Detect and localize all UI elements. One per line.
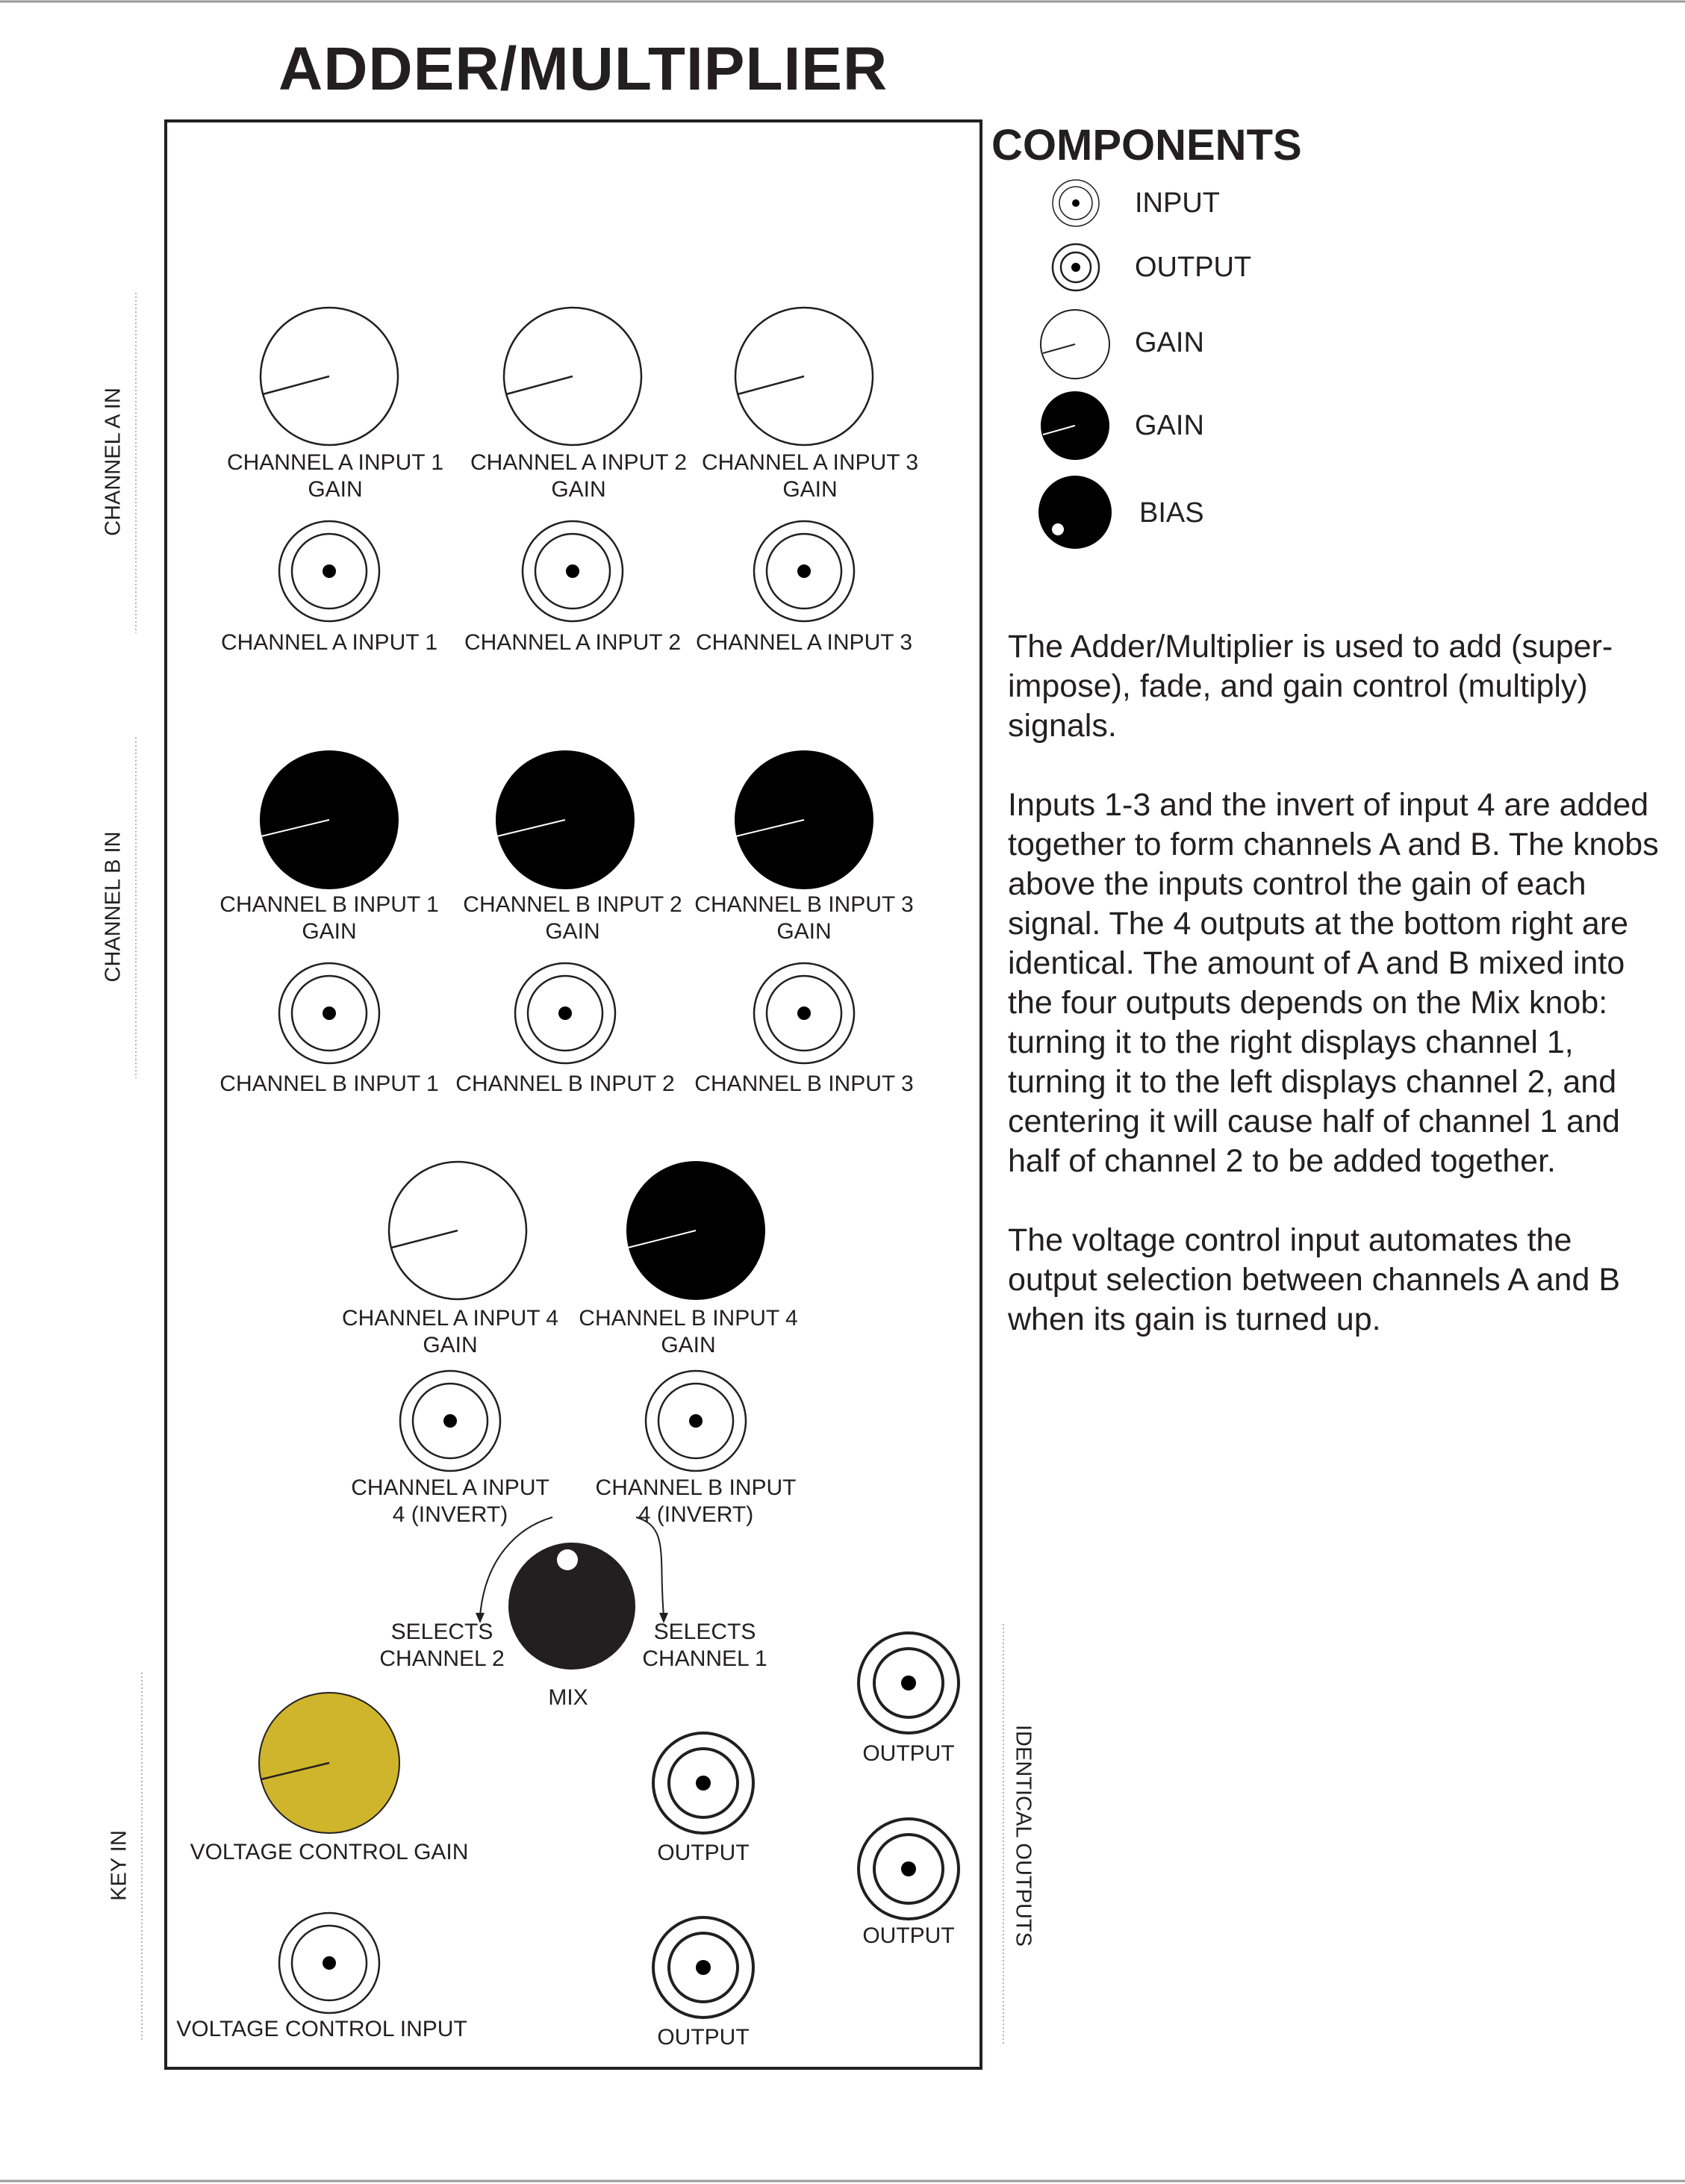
output-jack-icon [1053, 244, 1099, 290]
channel-a-input-2-gain-label: CHANNEL A INPUT 2 GAIN [470, 450, 688, 502]
legend-output-label: OUTPUT [1135, 252, 1252, 283]
key-in-label: KEY IN [107, 1830, 131, 1901]
channel-a-input-3-gain-knob[interactable] [735, 308, 873, 445]
output-jack-3[interactable] [859, 1819, 959, 1919]
channel-b-input-4-invert-jack[interactable] [646, 1371, 746, 1471]
channel-b-input-3-gain-knob[interactable] [735, 750, 873, 889]
output-1-label: OUTPUT [862, 1741, 955, 1766]
channel-b-input-3-jack[interactable] [754, 963, 854, 1063]
channel-b-input-4-gain-knob[interactable] [626, 1161, 765, 1300]
mix-knob[interactable] [508, 1543, 635, 1670]
channel-b-input-2-jack[interactable] [515, 963, 615, 1063]
legend-bias-label: BIAS [1139, 497, 1204, 529]
channel-a-input-4-invert-label: CHANNEL A INPUT 4 (INVERT) [351, 1475, 549, 1527]
channel-a-input-1-jack[interactable] [279, 521, 379, 621]
description-paragraph: Inputs 1-3 and the invert of input 4 are added together to form channels A and B. The knobs above the inputs control the gain of each signal. The 4 outputs at the bottom right are identical. The amount of A and B mixed into the four outputs depends on the Mix knob: turning it to the right displays channel 1, turning it to the left displays channel 2, and centering it will cause half of channel 1 and half of channel 2 to be added together. [1008, 787, 1659, 1179]
channel-a-input-2-gain-knob[interactable] [504, 308, 641, 445]
legend-input-label: INPUT [1135, 187, 1220, 219]
channel-a-input-3-jack[interactable] [754, 521, 854, 621]
channel-a-input-3-gain-label: CHANNEL A INPUT 3 GAIN [701, 450, 919, 502]
channel-a-input-1-gain-label: CHANNEL A INPUT 1 GAIN [226, 450, 444, 502]
channel-b-input-3-label: CHANNEL B INPUT 3 [694, 1071, 914, 1096]
components-heading: COMPONENTS [991, 121, 1302, 169]
channel-a-input-1-gain-knob[interactable] [261, 308, 398, 445]
output-4-label: OUTPUT [657, 2025, 750, 2050]
output-jack-1[interactable] [859, 1633, 959, 1733]
description-paragraph: The voltage control input automates the output selection between channels A and B when its gain is turned up. [1008, 1222, 1621, 1337]
channel-b-input-2-gain-label: CHANNEL B INPUT 2 GAIN [463, 892, 682, 944]
voltage-control-gain-knob[interactable] [259, 1693, 399, 1833]
output-2-label: OUTPUT [657, 1841, 750, 1865]
output-jack-4[interactable] [653, 1917, 753, 2017]
bias-knob-icon [1038, 476, 1112, 549]
legend-black-gain-label: GAIN [1135, 410, 1204, 441]
channel-b-input-4-gain-label: CHANNEL B INPUT 4 GAIN [579, 1306, 798, 1357]
legend-white-gain-label: GAIN [1135, 327, 1204, 358]
channel-b-input-2-gain-knob[interactable] [496, 750, 635, 889]
voltage-control-input-label: VOLTAGE CONTROL INPUT [176, 2017, 467, 2041]
channel-a-input-4-gain-knob[interactable] [389, 1162, 526, 1299]
page-title: ADDER/MULTIPLIER [278, 35, 888, 103]
channel-b-in-label: CHANNEL B IN [101, 831, 125, 983]
mix-right-label: SELECTS CHANNEL 1 [642, 1620, 767, 1671]
channel-a-input-2-jack[interactable] [523, 521, 623, 621]
voltage-control-gain-label: VOLTAGE CONTROL GAIN [190, 1840, 469, 1864]
channel-a-input-3-label: CHANNEL A INPUT 3 [695, 630, 913, 655]
description-paragraph: The Adder/Multiplier is used to add (super-impose), fade, and gain control (multiply) signals. [1008, 629, 1613, 744]
identical-outputs-label: IDENTICAL OUTPUTS [1011, 1724, 1035, 1947]
channel-a-input-1-label: CHANNEL A INPUT 1 [220, 630, 438, 655]
white-gain-knob-icon [1041, 310, 1109, 379]
description [1008, 627, 1665, 1379]
mix-label: MIX [548, 1685, 588, 1710]
channel-b-input-3-gain-label: CHANNEL B INPUT 3 GAIN [694, 892, 914, 944]
black-gain-knob-icon [1041, 391, 1109, 460]
channel-a-input-2-label: CHANNEL A INPUT 2 [464, 630, 682, 655]
channel-b-input-2-label: CHANNEL B INPUT 2 [455, 1071, 675, 1096]
input-jack-icon [1053, 180, 1099, 226]
channel-b-input-1-label: CHANNEL B INPUT 1 [219, 1071, 439, 1096]
channel-a-input-4-gain-label: CHANNEL A INPUT 4 GAIN [341, 1306, 559, 1357]
output-3-label: OUTPUT [862, 1923, 955, 1948]
channel-a-in-label: CHANNEL A IN [101, 388, 125, 536]
voltage-control-input-jack[interactable] [279, 1913, 379, 2013]
mix-left-label: SELECTS CHANNEL 2 [379, 1620, 505, 1671]
channel-b-input-1-jack[interactable] [279, 963, 379, 1063]
channel-b-input-1-gain-label: CHANNEL B INPUT 1 GAIN [219, 892, 439, 944]
channel-b-input-4-invert-label: CHANNEL B INPUT 4 (INVERT) [595, 1475, 797, 1527]
channel-b-input-1-gain-knob[interactable] [260, 750, 399, 889]
channel-a-input-4-invert-jack[interactable] [400, 1371, 500, 1471]
output-jack-2[interactable] [653, 1733, 753, 1833]
